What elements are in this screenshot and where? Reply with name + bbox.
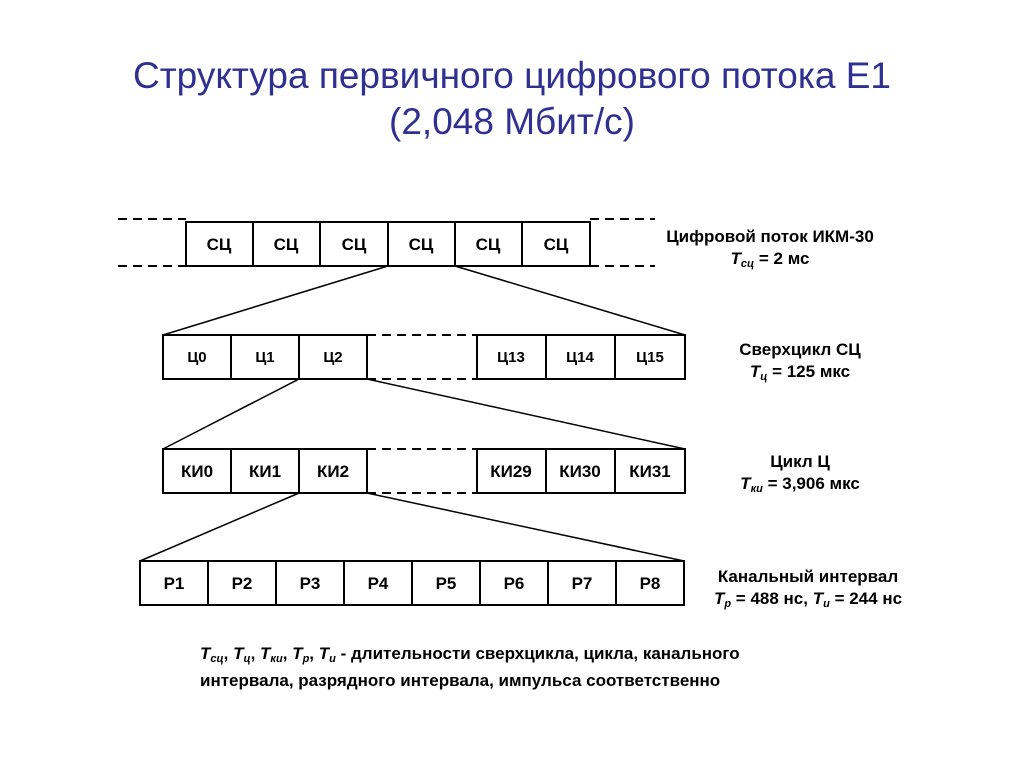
channel-description bbox=[688, 566, 928, 615]
cycle-period-value: = 3,906 мкс bbox=[767, 474, 860, 493]
row3-cell-4: КИ29 bbox=[490, 462, 532, 481]
row3-cell-6: КИ31 bbox=[629, 462, 671, 481]
row4-cell-4: Р4 bbox=[367, 574, 389, 593]
supercycle-period-symbol: Т bbox=[749, 362, 761, 381]
note-sub-2: ц bbox=[243, 653, 251, 665]
cycle-period-sub: ки bbox=[750, 483, 763, 495]
slide-title: Структура первичного цифрового потока Е1 bbox=[133, 55, 891, 96]
row1-cell-6: СЦ bbox=[543, 235, 569, 254]
pulse-period-symbol: Т bbox=[812, 589, 824, 608]
row4-cell-2: Р2 bbox=[231, 574, 253, 593]
cycle-description bbox=[700, 451, 900, 500]
cycle-name: Цикл Ц bbox=[770, 452, 830, 471]
channel-name: Канальный интервал bbox=[717, 567, 899, 586]
supercycle-description bbox=[700, 339, 900, 388]
expand-line-2b bbox=[367, 379, 685, 449]
bit-period-value: = 488 нс, bbox=[735, 589, 808, 608]
row2-cell-2: Ц1 bbox=[255, 349, 275, 366]
row4-cell-3: Р3 bbox=[299, 574, 321, 593]
row4-cell-1: Р1 bbox=[163, 574, 185, 593]
row3-cell-3: КИ2 bbox=[316, 462, 350, 481]
pulse-period-sub: и bbox=[823, 598, 830, 610]
stream-period-value: = 2 мс bbox=[758, 249, 810, 268]
note-sub-5: и bbox=[329, 653, 336, 665]
supercycle-period-value: = 125 мкс bbox=[772, 362, 851, 381]
expand-line-3a bbox=[140, 493, 299, 561]
row2-cell-1: Ц0 bbox=[187, 349, 207, 366]
note-sub-4: р bbox=[302, 653, 310, 665]
legend-note: $Т_{сц}$, $Т_ц$, $Т_{ки}$, $Т_р$, $Т_и$ - длительности сверхцикла, цикла, канального интервала, разрядного интервала, импульса соответственно bbox=[200, 643, 880, 692]
note-sym-2: Т bbox=[233, 644, 244, 663]
note-sym-4: Т bbox=[292, 644, 303, 663]
stream-description bbox=[640, 226, 900, 275]
bit-period-sub: р bbox=[724, 598, 732, 610]
row2-cell-6: Ц15 bbox=[636, 349, 664, 366]
expand-line-1b bbox=[455, 266, 685, 335]
row2-cell-3: Ц2 bbox=[323, 349, 343, 366]
stream-name: Цифровой поток ИКМ-30 bbox=[666, 227, 874, 246]
supercycle-name: Сверхцикл СЦ bbox=[739, 340, 861, 359]
note-sub-3: ки bbox=[270, 653, 283, 665]
note-sym-1: Т bbox=[200, 644, 211, 663]
note-text-line2: интервала, разрядного интервала, импульса соответственно bbox=[200, 671, 721, 690]
note-sym-5: Т bbox=[318, 644, 330, 663]
row2-cell-4: Ц13 bbox=[497, 349, 525, 366]
expand-line-2a bbox=[163, 379, 299, 449]
row4-cell-7: Р7 bbox=[571, 574, 593, 593]
stream-period-sub: сц bbox=[740, 258, 755, 270]
row1-cell-4: СЦ bbox=[408, 235, 434, 254]
note-text-line1: - длительности сверхцикла, цикла, канального bbox=[340, 644, 740, 663]
row3-cell-5: КИ30 bbox=[559, 462, 601, 481]
stream-period-symbol: Т bbox=[730, 249, 741, 268]
row2-cell-5: Ц14 bbox=[566, 349, 594, 366]
slide-subtitle: (2,048 Мбит/с) bbox=[389, 101, 635, 142]
row1-cell-5: СЦ bbox=[475, 235, 501, 254]
row1-cell-1: СЦ bbox=[206, 235, 232, 254]
bit-period-symbol: Т bbox=[713, 589, 725, 608]
row4-cell-5: Р5 bbox=[435, 574, 457, 593]
cycle-period-symbol: Т bbox=[740, 474, 751, 493]
row1-cell-3: СЦ bbox=[341, 235, 367, 254]
row3-cell-1: КИ0 bbox=[180, 462, 214, 481]
row1-cell-2: СЦ bbox=[273, 235, 299, 254]
pulse-period-value: = 244 нс bbox=[834, 589, 903, 608]
row3-cell-2: КИ1 bbox=[248, 462, 282, 481]
note-sub-1: сц bbox=[210, 653, 224, 665]
row4-cell-8: Р8 bbox=[639, 574, 661, 593]
supercycle-period-sub: ц bbox=[760, 371, 768, 383]
expand-line-3b bbox=[367, 493, 684, 561]
note-sym-3: Т bbox=[260, 644, 271, 663]
expand-line-1a bbox=[163, 266, 388, 335]
row4-cell-6: Р6 bbox=[503, 574, 525, 593]
